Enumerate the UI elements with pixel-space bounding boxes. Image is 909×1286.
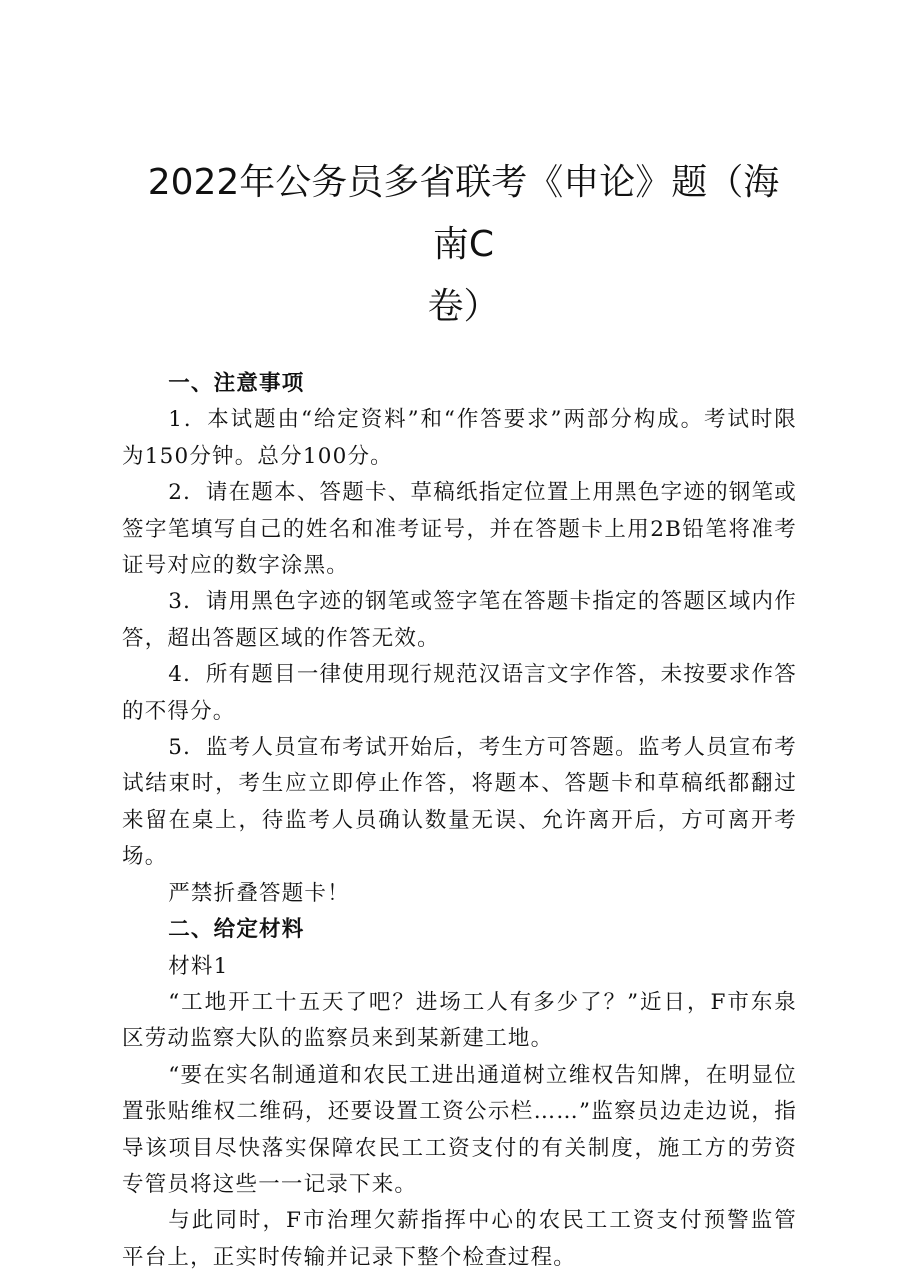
material-paragraph: “要在实名制通道和农民工进出通道树立维权告知牌，在明显位置张贴维权二维码，还要设置工资公示栏……”监察员边走边说，指导该项目尽快落实保障农民工工资支付的有关制度，施工方的劳资专管员将这些一一记录下来。 [122, 1062, 797, 1197]
title-line-1: 2022年公务员多省联考《申论》题（海南C [147, 162, 780, 265]
material-paragraph: 与此同时，F市治理欠薪指挥中心的农民工工资支付预警监管平台上，正实时传输并记录下整个检查过程。 [122, 1208, 797, 1270]
material-label: 材料1 [168, 953, 229, 979]
notice-item-4: 4．所有题目一律使用现行规范汉语言文字作答，未按要求作答的不得分。 [122, 662, 797, 724]
notice-item-5: 5．监考人员宣布考试开始后，考生方可答题。监考人员宣布考试结束时，考生应立即停止作答，将题本、答题卡和草稿纸都翻过来留在桌上，待监考人员确认数量无误、允许离开后，方可离开考场。 [122, 735, 797, 870]
material-paragraph: “工地开工十五天了吧？进场工人有多少了？”近日，F市东泉区劳动监察大队的监察员来到某新建工地。 [122, 989, 797, 1052]
document-body [122, 366, 797, 1276]
section-heading-notes: 一、注意事项 [168, 371, 305, 396]
notice-item-3: 3．请用黑色字迹的钢笔或签字笔在答题卡指定的答题区域内作答，超出答题区域的作答无效。 [122, 589, 797, 651]
notice-item-2: 2．请在题本、答题卡、草稿纸指定位置上用黑色字迹的钢笔或签字笔填写自己的姓名和准考证号，并在答题卡上用2B铅笔将准考证号对应的数字涂黑。 [122, 480, 797, 579]
section-heading-materials: 二、给定材料 [168, 917, 305, 943]
document-title [122, 152, 797, 338]
title-line-2: 卷） [427, 286, 500, 327]
notice-item-1: 1．本试题由“给定资料”和“作答要求”两部分构成。考试时限为150分钟。总分100分。 [122, 407, 797, 469]
warning-text: 严禁折叠答题卡！ [168, 880, 350, 906]
